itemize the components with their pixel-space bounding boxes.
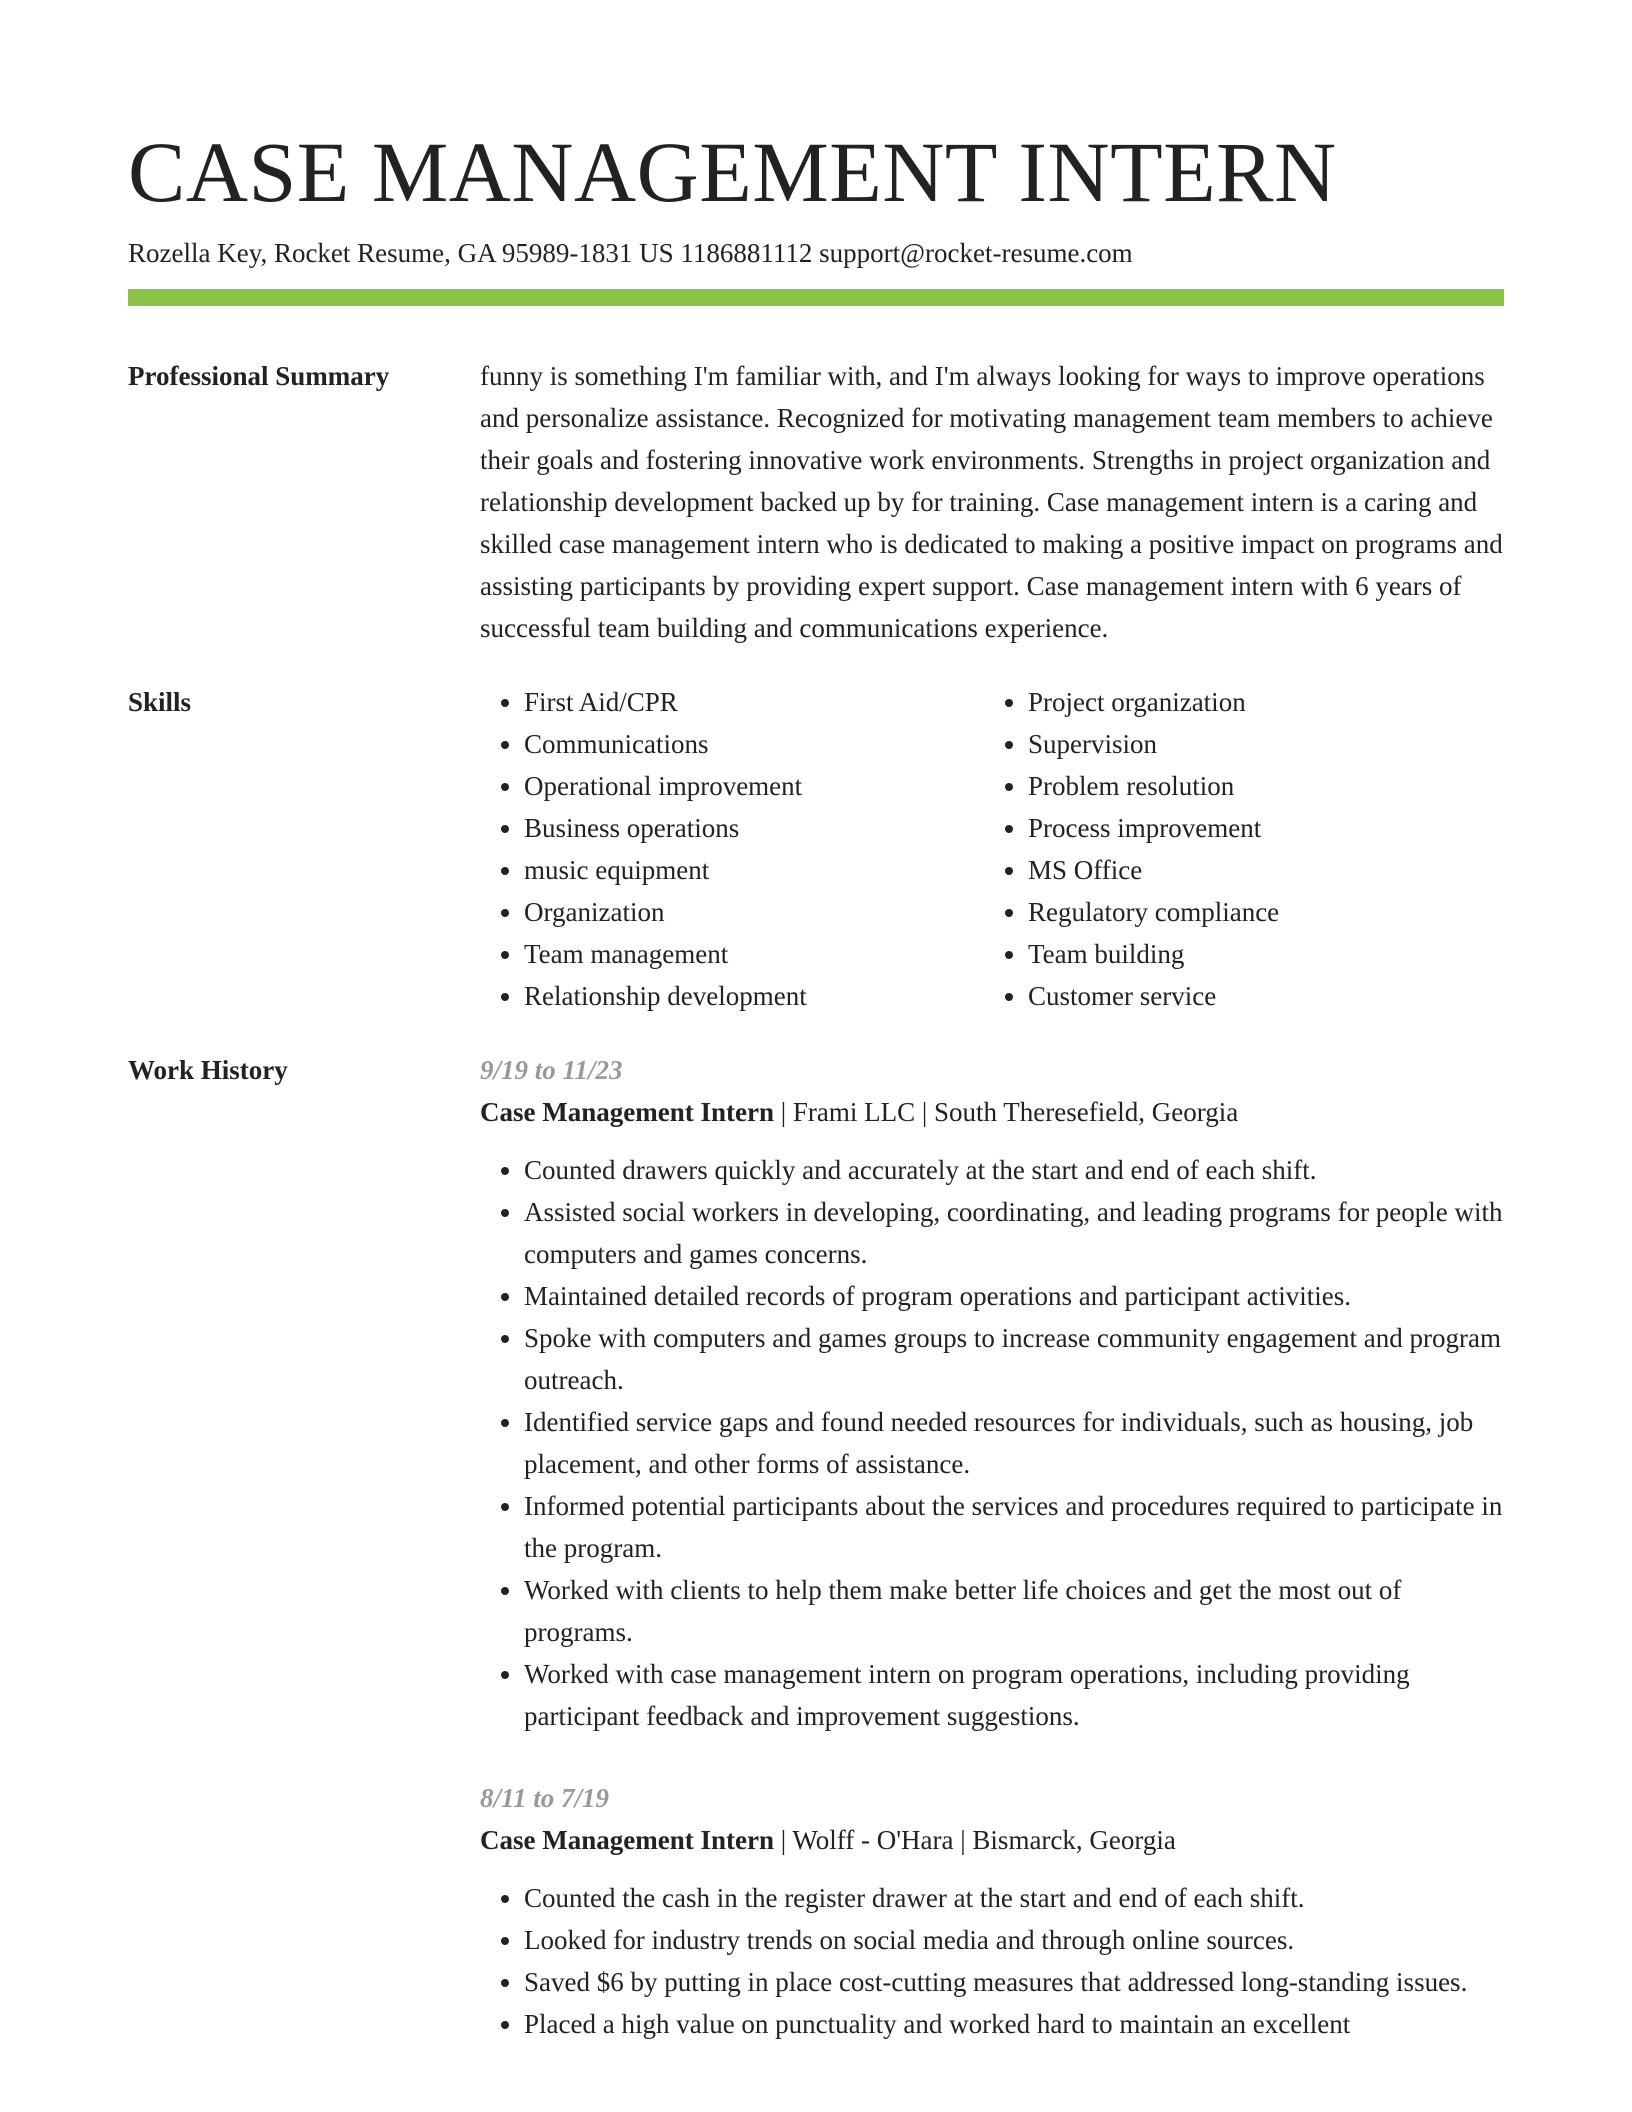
job-heading bbox=[480, 1091, 1504, 1133]
job-bullet: • Placed a high value on punctuality and worked hard to maintain an excellent bbox=[524, 2003, 1504, 2045]
skill-item: • Organization bbox=[524, 891, 984, 933]
section-label-skills: Skills bbox=[128, 687, 192, 717]
skill-item: • Process improvement bbox=[1028, 807, 1488, 849]
resume-title: CASE MANAGEMENT INTERN bbox=[128, 124, 1337, 220]
skill-item: • Relationship development bbox=[524, 975, 984, 1017]
job-bullet: • Maintained detailed records of program operations and participant activities. bbox=[524, 1275, 1504, 1317]
skill-item: • First Aid/CPR bbox=[524, 681, 984, 723]
job-bullets bbox=[480, 1149, 1504, 1737]
job-dates: 9/19 to 11/23 bbox=[480, 1055, 623, 1085]
skill-item: • MS Office bbox=[1028, 849, 1488, 891]
job-bullet: • Identified service gaps and found needed resources for individuals, such as housing, job placement, and other forms of assistance. bbox=[524, 1401, 1504, 1485]
job-bullet: • Informed potential participants about the services and procedures required to participate in the program. bbox=[524, 1485, 1504, 1569]
job-details: | Wolff - O'Hara | Bismarck, Georgia bbox=[773, 1825, 1176, 1855]
job-bullet: • Saved $6 by putting in place cost-cutting measures that addressed long-standing issues. bbox=[524, 1961, 1504, 2003]
skill-item: • Customer service bbox=[1028, 975, 1488, 1017]
skill-item: • Business operations bbox=[524, 807, 984, 849]
skill-item: • Team building bbox=[1028, 933, 1488, 975]
summary-text: funny is something I'm familiar with, and I'm always looking for ways to improve operations and personalize assistance. Recognized for motivating management team members to achieve their goals and fostering innovative work environments. Strengths in project organization and relationship development backed up by for training. Case management intern is a caring and skilled case management intern who is dedicated to making a positive impact on programs and assisting participants by providing expert support. Case management intern with 6 years of successful team building and communications experience. bbox=[480, 361, 1503, 643]
skill-item: • Communications bbox=[524, 723, 984, 765]
job-dates: 8/11 to 7/19 bbox=[480, 1783, 610, 1813]
contact-line: Rozella Key, Rocket Resume, GA 95989-1831 US 1186881112 support@rocket-resume.com bbox=[128, 238, 1133, 268]
job-entry bbox=[480, 1049, 1504, 1737]
resume-page bbox=[128, 0, 1504, 2085]
job-details: | Frami LLC | South Theresefield, Georgia bbox=[773, 1097, 1239, 1127]
job-entry bbox=[480, 1777, 1504, 2045]
job-bullet: • Worked with case management intern on program operations, including providing participant feedback and improvement suggestions. bbox=[524, 1653, 1504, 1737]
work-history-section bbox=[128, 1049, 1504, 2085]
skills-list-left bbox=[480, 681, 984, 1017]
skills-section bbox=[128, 681, 1504, 1017]
job-bullet: • Worked with clients to help them make better life choices and get the most out of programs. bbox=[524, 1569, 1504, 1653]
job-title: Case Management Intern bbox=[480, 1097, 774, 1127]
job-bullet: • Counted drawers quickly and accurately at the start and end of each shift. bbox=[524, 1149, 1504, 1191]
skill-item: • Regulatory compliance bbox=[1028, 891, 1488, 933]
job-bullets bbox=[480, 1877, 1504, 2045]
skill-item: • Project organization bbox=[1028, 681, 1488, 723]
skill-item: • Problem resolution bbox=[1028, 765, 1488, 807]
job-bullet: • Looked for industry trends on social media and through online sources. bbox=[524, 1919, 1504, 1961]
skill-item: • music equipment bbox=[524, 849, 984, 891]
job-bullet: • Assisted social workers in developing, coordinating, and leading programs for people with computers and games concerns. bbox=[524, 1191, 1504, 1275]
skill-item: • Operational improvement bbox=[524, 765, 984, 807]
job-heading bbox=[480, 1819, 1504, 1861]
skill-item: • Supervision bbox=[1028, 723, 1488, 765]
professional-summary-section bbox=[128, 355, 1504, 649]
job-bullet: • Spoke with computers and games groups to increase community engagement and program outreach. bbox=[524, 1317, 1504, 1401]
accent-divider bbox=[128, 289, 1504, 306]
skills-list-right bbox=[984, 681, 1488, 1017]
section-label-summary: Professional Summary bbox=[128, 361, 390, 391]
section-label-work: Work History bbox=[128, 1055, 288, 1085]
job-title: Case Management Intern bbox=[480, 1825, 774, 1855]
skill-item: • Team management bbox=[524, 933, 984, 975]
job-bullet: • Counted the cash in the register drawer at the start and end of each shift. bbox=[524, 1877, 1504, 1919]
